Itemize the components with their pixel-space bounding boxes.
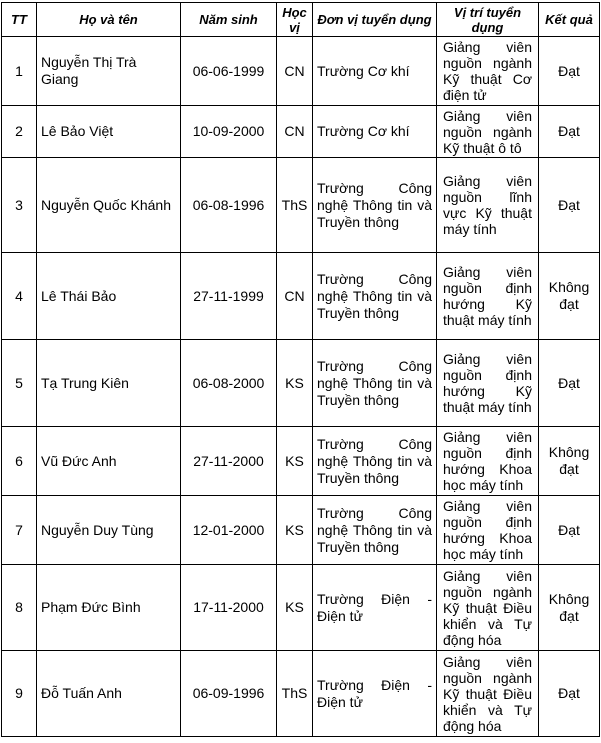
cell-name: Tạ Trung Kiên bbox=[37, 340, 181, 427]
cell-unit: Trường Công nghệ Thông tin và Truyền thông bbox=[313, 496, 437, 565]
table-row bbox=[2, 496, 600, 565]
cell-unit: Trường Cơ khí bbox=[313, 106, 437, 158]
cell-result: Đạt bbox=[539, 496, 600, 565]
table-row bbox=[2, 253, 600, 340]
cell-degree: KS bbox=[277, 496, 313, 565]
cell-degree: KS bbox=[277, 565, 313, 651]
table-row bbox=[2, 565, 600, 651]
cell-position: Giảng viên nguồn định hướng Khoa học máy tính bbox=[437, 427, 539, 496]
cell-dob: 27-11-2000 bbox=[181, 427, 277, 496]
header-result: Kết quả bbox=[539, 3, 600, 37]
cell-unit: Trường Công nghệ Thông tin và Truyền thông bbox=[313, 253, 437, 340]
header-tt: TT bbox=[2, 3, 37, 37]
cell-name: Đỗ Tuấn Anh bbox=[37, 651, 181, 737]
cell-tt: 3 bbox=[2, 158, 37, 253]
cell-result: Đạt bbox=[539, 651, 600, 737]
cell-tt: 2 bbox=[2, 106, 37, 158]
cell-position: Giảng viên nguồn định hướng Khoa học máy tính bbox=[437, 496, 539, 565]
cell-name: Nguyễn Quốc Khánh bbox=[37, 158, 181, 253]
cell-unit: Trường Công nghệ Thông tin và Truyền thông bbox=[313, 340, 437, 427]
cell-unit: Trường Công nghệ Thông tin và Truyền thông bbox=[313, 158, 437, 253]
table-row bbox=[2, 651, 600, 737]
cell-dob: 27-11-1999 bbox=[181, 253, 277, 340]
cell-dob: 06-06-1999 bbox=[181, 37, 277, 106]
cell-dob: 06-08-2000 bbox=[181, 340, 277, 427]
cell-position: Giảng viên nguồn định hướng Kỹ thuật máy tính bbox=[437, 340, 539, 427]
cell-result: Đạt bbox=[539, 340, 600, 427]
cell-tt: 9 bbox=[2, 651, 37, 737]
cell-dob: 06-08-1996 bbox=[181, 158, 277, 253]
table-row bbox=[2, 340, 600, 427]
cell-unit: Trường Công nghệ Thông tin và Truyền thông bbox=[313, 427, 437, 496]
table-row bbox=[2, 158, 600, 253]
cell-tt: 8 bbox=[2, 565, 37, 651]
cell-name: Lê Bảo Việt bbox=[37, 106, 181, 158]
cell-dob: 12-01-2000 bbox=[181, 496, 277, 565]
cell-position: Giảng viên nguồn ngành Kỹ thuật Điều khiển và Tự động hóa bbox=[437, 651, 539, 737]
cell-position: Giảng viên nguồn định hướng Kỹ thuật máy tính bbox=[437, 253, 539, 340]
cell-unit: Trường Cơ khí bbox=[313, 37, 437, 106]
cell-degree: CN bbox=[277, 106, 313, 158]
cell-name: Nguyễn Duy Tùng bbox=[37, 496, 181, 565]
cell-name: Nguyễn Thị Trà Giang bbox=[37, 37, 181, 106]
cell-position: Giảng viên nguồn lĩnh vực Kỹ thuật máy tính bbox=[437, 158, 539, 253]
table-row bbox=[2, 106, 600, 158]
cell-degree: KS bbox=[277, 427, 313, 496]
header-row bbox=[2, 3, 600, 37]
cell-degree: ThS bbox=[277, 158, 313, 253]
cell-unit: Trường Điện - Điện tử bbox=[313, 565, 437, 651]
cell-tt: 4 bbox=[2, 253, 37, 340]
header-dob: Năm sinh bbox=[181, 3, 277, 37]
cell-dob: 10-09-2000 bbox=[181, 106, 277, 158]
cell-position: Giảng viên nguồn ngành Kỹ thuật Cơ điện tử bbox=[437, 37, 539, 106]
cell-degree: KS bbox=[277, 340, 313, 427]
cell-result: Không đạt bbox=[539, 427, 600, 496]
cell-position: Giảng viên nguồn ngành Kỹ thuật ô tô bbox=[437, 106, 539, 158]
table-row bbox=[2, 427, 600, 496]
cell-degree: CN bbox=[277, 37, 313, 106]
cell-tt: 1 bbox=[2, 37, 37, 106]
cell-dob: 17-11-2000 bbox=[181, 565, 277, 651]
cell-result: Đạt bbox=[539, 37, 600, 106]
cell-result: Đạt bbox=[539, 106, 600, 158]
cell-name: Lê Thái Bảo bbox=[37, 253, 181, 340]
cell-position: Giảng viên nguồn ngành Kỹ thuật Điều khiển và Tự động hóa bbox=[437, 565, 539, 651]
cell-result: Không đạt bbox=[539, 253, 600, 340]
header-position: Vị trí tuyển dụng bbox=[437, 3, 539, 37]
cell-tt: 7 bbox=[2, 496, 37, 565]
cell-degree: CN bbox=[277, 253, 313, 340]
table-row bbox=[2, 37, 600, 106]
cell-unit: Trường Điện - Điện tử bbox=[313, 651, 437, 737]
cell-name: Phạm Đức Bình bbox=[37, 565, 181, 651]
cell-tt: 5 bbox=[2, 340, 37, 427]
header-unit: Đơn vị tuyển dụng bbox=[313, 3, 437, 37]
cell-degree: ThS bbox=[277, 651, 313, 737]
cell-result: Đạt bbox=[539, 158, 600, 253]
cell-tt: 6 bbox=[2, 427, 37, 496]
cell-dob: 06-09-1996 bbox=[181, 651, 277, 737]
recruitment-results-table bbox=[1, 2, 600, 737]
header-degree: Học vị bbox=[277, 3, 313, 37]
cell-name: Vũ Đức Anh bbox=[37, 427, 181, 496]
cell-result: Không đạt bbox=[539, 565, 600, 651]
header-name: Họ và tên bbox=[37, 3, 181, 37]
